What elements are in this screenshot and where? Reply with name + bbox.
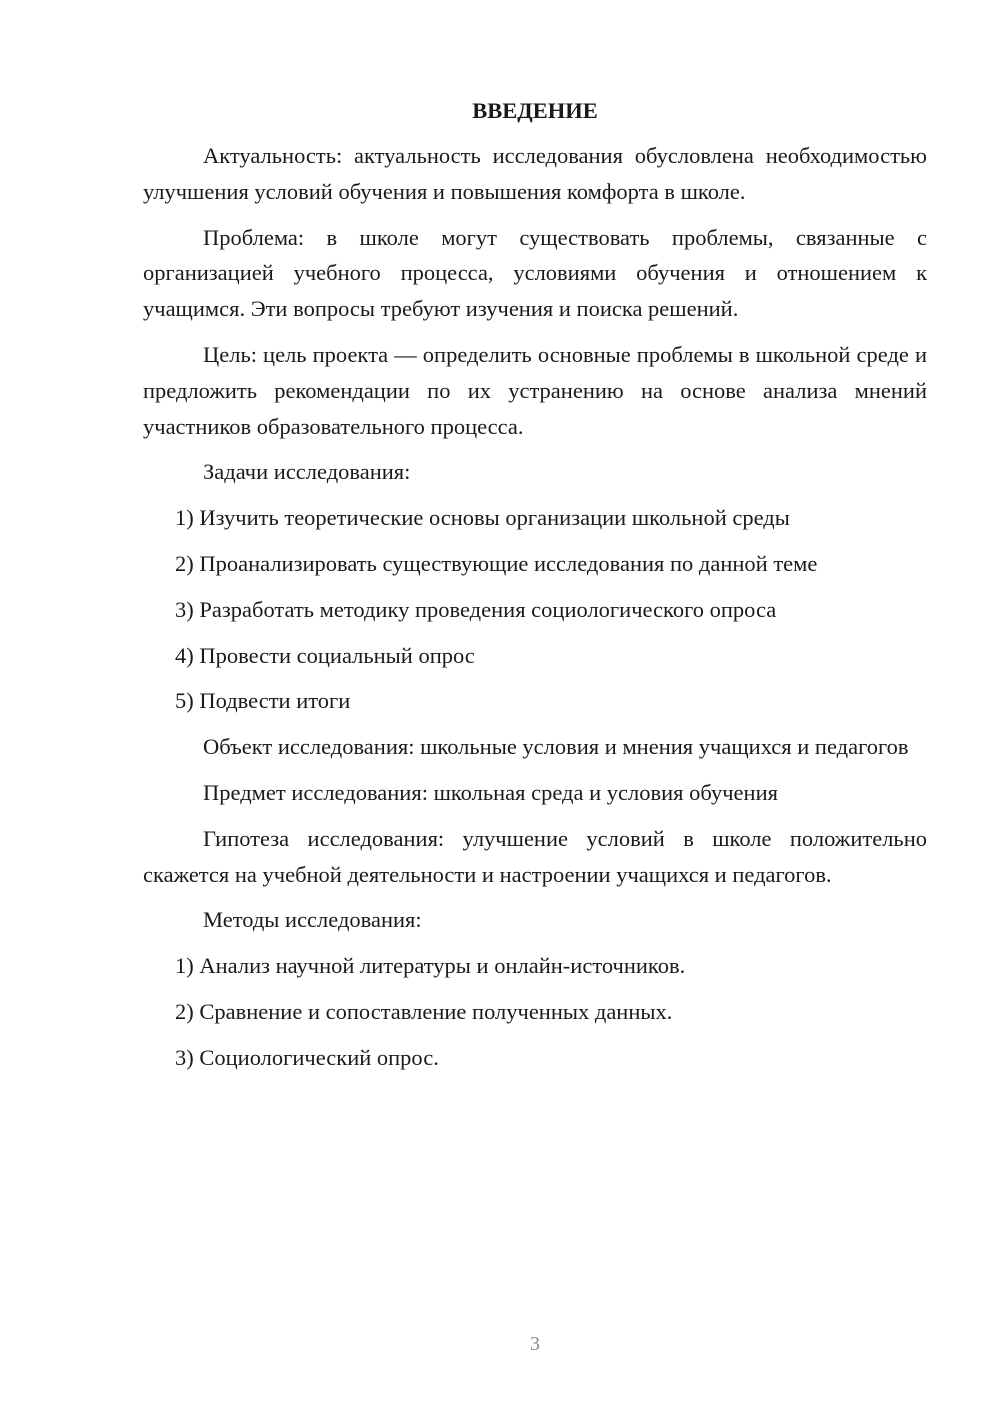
section-heading: ВВЕДЕНИЕ	[472, 98, 598, 123]
goal-paragraph: Цель: цель проекта — определить основные проблемы в школьной среде и предложить рекомендации по их устранению на основе анализа мнений участников образовательного процесса.	[143, 341, 927, 439]
method-item: 3) Социологический опрос.	[175, 1044, 439, 1070]
object-paragraph: Объект исследования: школьные условия и мнения учащихся и педагогов	[203, 734, 909, 760]
relevance-paragraph: Актуальность: актуальность исследования обусловлена необходимостью улучшения условий обучения и повышения комфорта в школе.	[143, 143, 927, 204]
method-item: 2) Сравнение и сопоставление полученных данных.	[175, 998, 673, 1024]
task-item: 1) Изучить теоретические основы организации школьной среды	[175, 505, 790, 531]
tasks-title: Задачи исследования:	[203, 459, 411, 485]
task-item: 3) Разработать методику проведения социологического опроса	[175, 596, 777, 622]
method-item: 1) Анализ научной литературы и онлайн-источников.	[175, 953, 686, 979]
task-item: 4) Провести социальный опрос	[175, 642, 475, 668]
subject-paragraph: Предмет исследования: школьная среда и условия обучения	[203, 779, 778, 805]
problem-paragraph: Проблема: в школе могут существовать проблемы, связанные с организацией учебного процесса, условиями обучения и отношением к учащимся. Эти вопросы требуют изучения и поиска решений.	[143, 224, 927, 322]
document-body	[143, 94, 927, 1086]
task-item: 2) Проанализировать существующие исследования по данной теме	[175, 550, 818, 576]
page-number: 3	[530, 1333, 540, 1355]
task-item: 5) Подвести итоги	[175, 688, 351, 714]
hypothesis-paragraph: Гипотеза исследования: улучшение условий в школе положительно скажется на учебной деятельности и настроении учащихся и педагогов.	[143, 825, 927, 887]
methods-title: Методы исследования:	[203, 907, 422, 933]
